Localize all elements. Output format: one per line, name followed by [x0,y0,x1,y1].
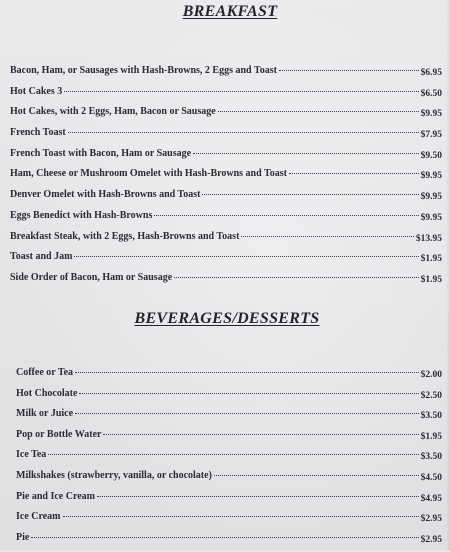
menu-item-price: $7.95 [420,130,442,141]
menu-item-price: $3.50 [420,452,442,463]
menu-item-name: Side Order of Bacon, Ham or Sausage [10,271,173,283]
dot-leader [64,91,418,92]
dot-leader [289,173,419,174]
dot-leader [79,393,418,394]
menu-item-price: $6.95 [420,68,442,78]
menu-item-name: Hot Cakes 3 [10,85,63,97]
dot-leader [202,194,418,195]
menu-item [10,168,442,189]
menu-item-price: $9.95 [420,212,442,223]
dot-leader [74,256,418,257]
menu-item-price: $6.50 [420,88,442,99]
menu-item-name: Pop or Bottle Water [16,428,102,440]
menu-item [10,251,442,272]
menu-item [10,189,442,210]
menu-item-name: Pie [16,531,30,543]
dot-leader [75,413,419,414]
menu-item-name: Ice Cream [16,511,61,523]
menu-item [16,388,442,409]
menu-item-name: Milkshakes (strawberry, vanilla, or chocolate) [16,469,212,481]
menu-item [10,106,442,127]
dot-leader [97,496,419,497]
menu-item-price: $2.50 [420,390,442,401]
menu-item [10,65,442,86]
menu-item-name: Denver Omelet with Hash-Browns and Toast [10,189,201,201]
menu-item [16,449,442,470]
menu-item-price: $9.95 [420,171,442,182]
menu-item-price: $1.95 [420,274,442,285]
menu-item [10,210,442,231]
menu-item-name: Ice Tea [16,449,47,461]
menu-item-price: $9.95 [420,109,442,120]
menu-item-price: $4.50 [420,472,442,483]
dot-leader [31,537,418,538]
menu-item-price: $3.50 [420,411,442,422]
dot-leader [193,153,419,154]
dot-leader [279,70,419,71]
menu-item-name: Hot Cakes, with 2 Eggs, Ham, Bacon or Sausage [10,106,216,118]
menu-item-price: $9.50 [420,150,442,161]
dot-leader [174,277,418,278]
dot-leader [218,111,419,112]
menu-item-name: Toast and Jam [10,251,73,263]
menu-item-price: $1.95 [420,254,442,265]
menu-item [16,532,442,552]
menu-item-price: $13.95 [415,233,442,244]
menu-item-name: Eggs Benedict with Hash-Browns [10,209,153,221]
menu-item-price: $4.95 [420,493,442,504]
menu-item-name: French Toast [10,127,66,139]
menu-item-name: Coffee or Tea [16,367,74,378]
dot-leader [63,516,419,517]
dot-leader [48,454,418,455]
menu-item-name: Breakfast Steak, with 2 Eggs, Hash-Browns and Toast [10,230,240,242]
menu-item-name: Hot Chocolate [16,387,78,399]
dot-leader [214,475,419,476]
beverages-list [16,367,442,552]
beverages-heading: BEVERAGES/DESSERTS [134,310,320,327]
page-edge-shadow [446,0,450,550]
menu-item [16,367,442,388]
breakfast-list [10,65,442,293]
menu-item-name: Ham, Cheese or Mushroom Omelet with Hash-Browns and Toast [10,168,287,180]
menu-item-price: $2.00 [420,370,442,380]
breakfast-heading: BREAKFAST [182,3,278,20]
dot-leader [103,434,418,435]
menu-item-name: French Toast with Bacon, Ham or Sausage [10,147,192,159]
menu-item [16,511,442,532]
menu-item-price: $1.95 [420,431,442,442]
menu-item-name: Bacon, Ham, or Sausages with Hash-Browns, 2 Eggs and Toast [10,65,277,76]
menu-item [10,127,442,148]
menu-item [10,148,442,169]
menu-item [10,86,442,107]
menu-item-price: $9.95 [420,192,442,203]
menu-item [16,470,442,491]
dot-leader [154,215,418,216]
dot-leader [68,132,419,133]
menu-item-price: $2.95 [420,534,442,545]
menu-item-name: Milk or Juice [16,408,74,420]
menu-item-price: $2.95 [420,514,442,525]
dot-leader [241,236,413,237]
menu-item [16,408,442,429]
menu-item [10,231,442,252]
menu-item-name: Pie and Ice Cream [16,490,95,502]
dot-leader [75,372,419,373]
menu-item [10,272,442,293]
menu-item [16,429,442,450]
menu-item [16,491,442,512]
